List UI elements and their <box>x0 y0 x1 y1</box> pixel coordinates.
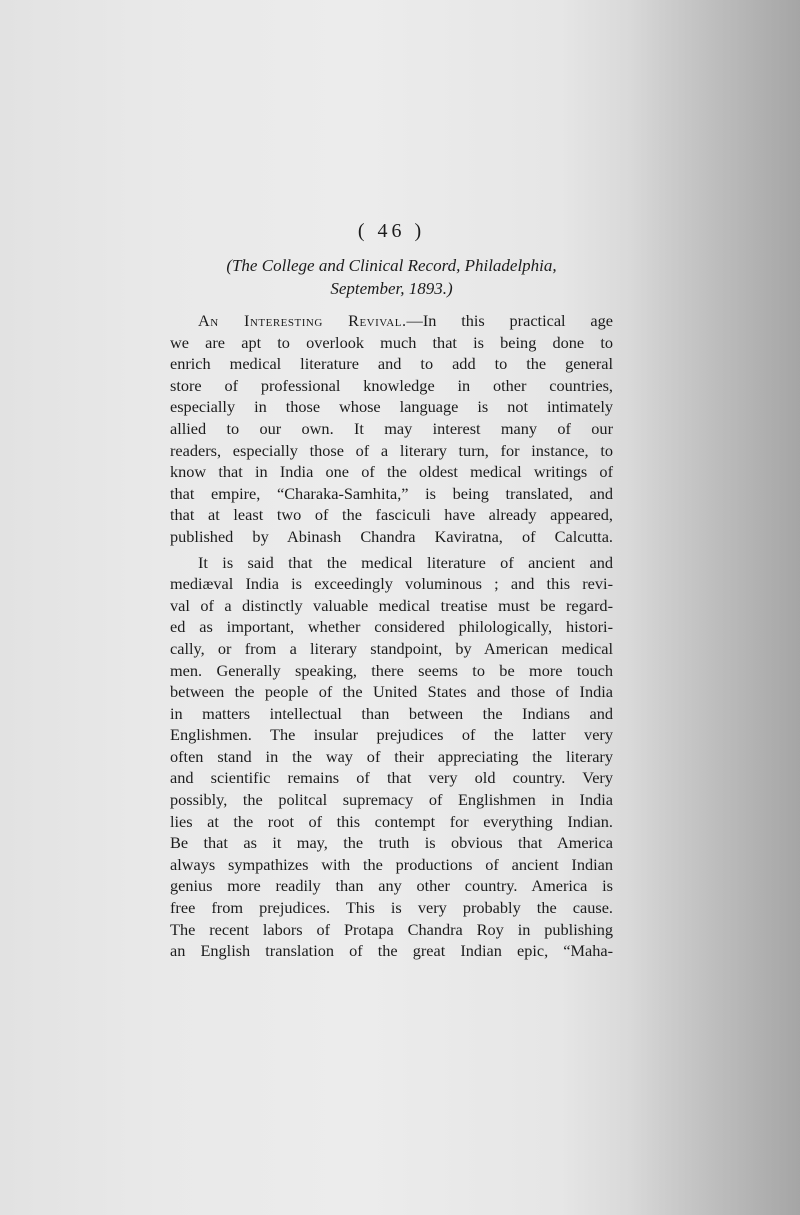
page-number: ( 46 ) <box>357 220 426 242</box>
text-line: readers, especially those of a literary turn, for instance, to <box>170 440 613 460</box>
text-line: ed as important, whether considered philologically, histori- <box>170 617 613 637</box>
text-line: men. Generally speaking, there seems to be more touch <box>170 660 613 680</box>
article-heading: An Interesting Revival. <box>198 311 407 330</box>
text-line: lies at the root of this contempt for everything Indian. <box>170 811 613 831</box>
text-line: allied to our own. It may interest many of our <box>170 418 613 438</box>
source-line-1: (The College and Clinical Record, Philadelphia, <box>226 256 557 275</box>
text-line: in matters intellectual than between the Indians and <box>170 703 613 723</box>
text-line: especially in those whose language is not intimately <box>170 397 613 417</box>
text-line: store of professional knowledge in other countries, <box>170 375 613 395</box>
text-line: —In this practical age <box>406 311 613 330</box>
source-line-2: September, 1893.) <box>330 279 453 298</box>
text-line: genius more readily than any other country. America is <box>170 876 613 896</box>
paragraph-1-first-line <box>170 310 613 332</box>
page-content <box>170 218 613 962</box>
source-citation <box>170 254 613 300</box>
text-line: and scientific remains of that very old country. Very <box>170 768 613 788</box>
text-line: an English translation of the great Indian epic, “Maha- <box>170 941 613 961</box>
text-line: Be that as it may, the truth is obvious that America <box>170 833 613 853</box>
text-line: always sympathizes with the productions of ancient Indian <box>170 854 613 874</box>
text-line: cally, or from a literary standpoint, by American medical <box>170 638 613 658</box>
text-line: enrich medical literature and to add to the general <box>170 354 613 374</box>
text-line: we are apt to overlook much that is being done to <box>170 332 613 352</box>
paragraph-2 <box>170 552 613 962</box>
text-line: know that in India one of the oldest medical writings of <box>170 462 613 482</box>
text-line: val of a distinctly valuable medical treatise must be regard- <box>170 595 613 615</box>
text-line: between the people of the United States and those of India <box>170 682 613 702</box>
text-line: mediæval India is exceedingly voluminous ; and this revi- <box>170 574 613 594</box>
text-line: Englishmen. The insular prejudices of the latter very <box>170 725 613 745</box>
paragraph-1 <box>170 310 613 548</box>
text-line: It is said that the medical literature of ancient and <box>198 552 613 572</box>
text-line: that at least two of the fasciculi have already appeared, <box>170 505 613 525</box>
text-line: that empire, “Charaka-Samhita,” is being translated, and <box>170 483 613 503</box>
text-line: free from prejudices. This is very probably the cause. <box>170 898 613 918</box>
text-line: often stand in the way of their appreciating the literary <box>170 746 613 766</box>
text-line: possibly, the politcal supremacy of Englishmen in India <box>170 790 613 810</box>
page-edge-shadow <box>630 0 800 1215</box>
text-line: The recent labors of Protapa Chandra Roy in publishing <box>170 919 613 939</box>
text-line: published by Abinash Chandra Kaviratna, of Calcutta. <box>170 526 613 546</box>
